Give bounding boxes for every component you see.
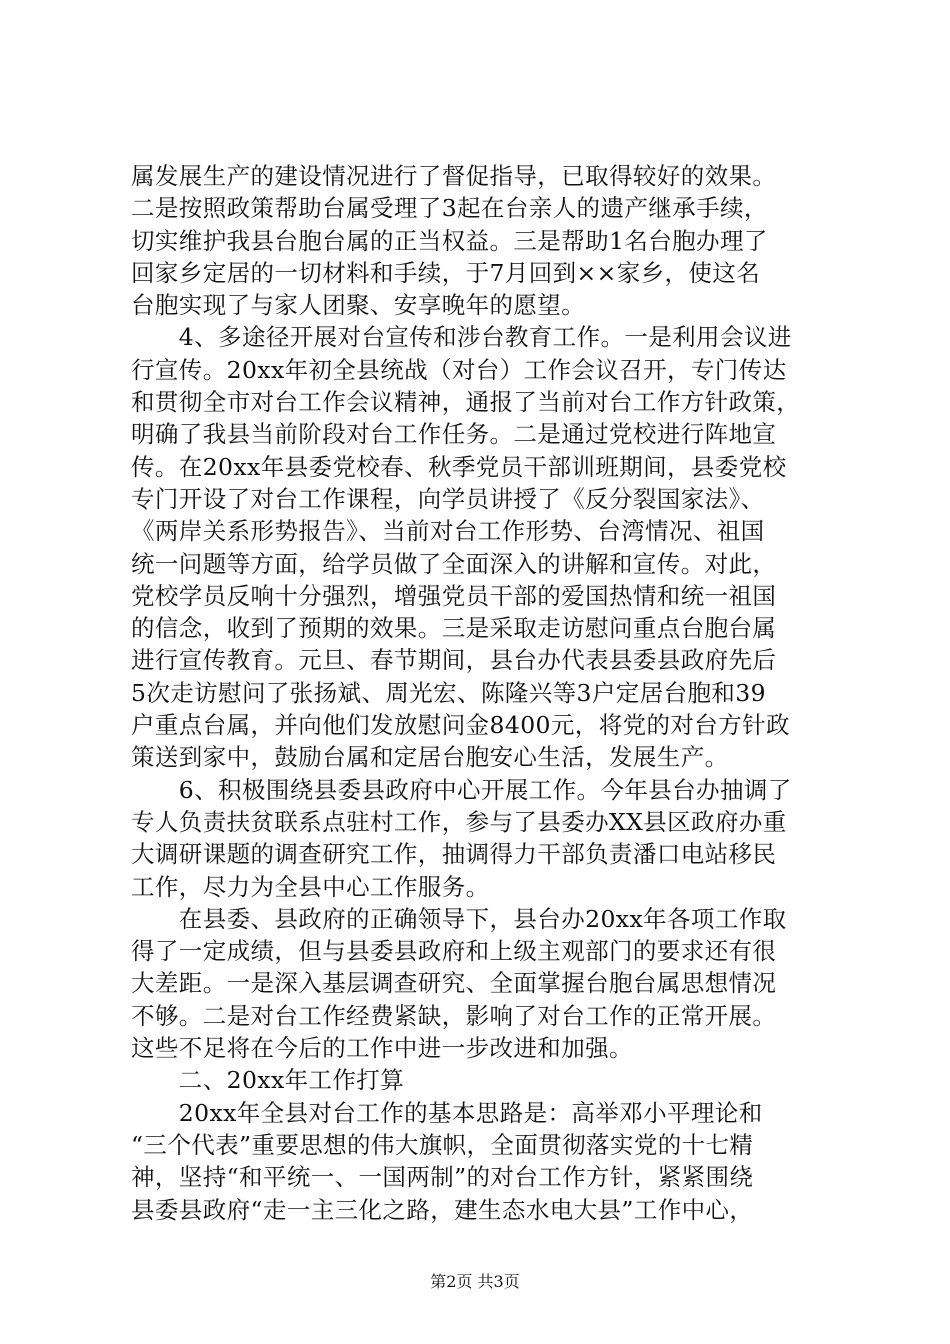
text-line: 属发展生产的建设情况进行了督促指导，已取得较好的效果。 <box>131 162 777 190</box>
text-line: 县委县政府“走一主三化之路，建生态水电大县”工作中心， <box>131 1195 754 1224</box>
text-line: 大差距。一是深入基层调查研究、全面掌握台胞台属思想情况 <box>131 969 777 998</box>
text-line: 二是按照政策帮助台属受理了3起在台亲人的遗产继承手续， <box>131 194 768 223</box>
text-line: 策送到家中，鼓励台属和定居台胞安心生活，发展生产。 <box>131 743 729 772</box>
text-line: 统一问题等方面，给学员做了全面深入的讲解和宣传。对此， <box>131 549 777 578</box>
text-line: 神，坚持“和平统一、一国两制”的对台工作方针，紧紧围绕 <box>131 1163 754 1192</box>
text-line: 5次走访慰问了张扬斌、周光宏、陈隆兴等3户定居台胞和39 <box>131 678 767 707</box>
text-line: 6、积极围绕县委县政府中心开展工作。今年县台办抽调了 <box>131 775 792 804</box>
text-line: 大调研课题的调查研究工作，抽调得力干部负责潘口电站移民 <box>131 840 777 869</box>
body-text <box>131 160 831 1226</box>
text-line: 台胞实现了与家人团聚、安享晚年的愿望。 <box>131 291 586 320</box>
text-line: 得了一定成绩，但与县委县政府和上级主观部门的要求还有很 <box>131 937 777 966</box>
text-line: 20xx年全县对台工作的基本思路是：高举邓小平理论和 <box>131 1098 763 1127</box>
section-heading: 二、20xx年工作打算 <box>131 1066 405 1095</box>
text-line: 这些不足将在今后的工作中进一步改进和加强。 <box>131 1034 633 1063</box>
text-line: 专人负责扶贫联系点驻村工作，参与了县委办XX县区政府办重 <box>131 807 787 836</box>
text-line: 《两岸关系形势报告》、当前对台工作形势、台湾情况、祖国 <box>131 517 765 546</box>
text-line: 专门开设了对台工作课程，向学员讲授了《反分裂国家法》、 <box>131 484 765 513</box>
text-line: 切实维护我县台胞台属的正当权益。三是帮助1名台胞办理了 <box>131 226 768 255</box>
text-line: 户重点台属，并向他们发放慰问金8400元，将党的对台方针政 <box>131 711 790 740</box>
text-line: 回家乡定居的一切材料和手续，于7月回到××家乡，使这名 <box>131 258 761 287</box>
text-line: 行宣传。20xx年初全县统战（对台）工作会议召开，专门传达 <box>131 355 787 384</box>
text-line: 4、多途径开展对台宣传和涉台教育工作。一是利用会议进 <box>131 323 792 352</box>
text-line: 工作，尽力为全县中心工作服务。 <box>131 872 490 901</box>
text-line: 传。在20xx年县委党校春、秋季党员干部训班期间，县委党校 <box>131 452 787 481</box>
text-line: 不够。二是对台工作经费紧缺，影响了对台工作的正常开展。 <box>131 1001 777 1030</box>
page-number-footer: 第2页 共3页 <box>430 1272 520 1291</box>
text-line: 和贯彻全市对台工作会议精神，通报了当前对台工作方针政策， <box>131 388 801 417</box>
text-line: 在县委、县政府的正确领导下，县台办20xx年各项工作取 <box>131 904 787 933</box>
text-line: 进行宣传教育。元旦、春节期间，县台办代表县委县政府先后 <box>131 646 777 675</box>
text-line: 明确了我县当前阶段对台工作任务。二是通过党校进行阵地宣 <box>131 420 777 449</box>
text-line: 的信念，收到了预期的效果。三是采取走访慰问重点台胞台属 <box>131 614 777 643</box>
text-line: “三个代表”重要思想的伟大旗帜，全面贯彻落实党的十七精 <box>131 1130 754 1159</box>
text-line: 党校学员反响十分强烈，增强党员干部的爱国热情和统一祖国 <box>131 581 777 610</box>
